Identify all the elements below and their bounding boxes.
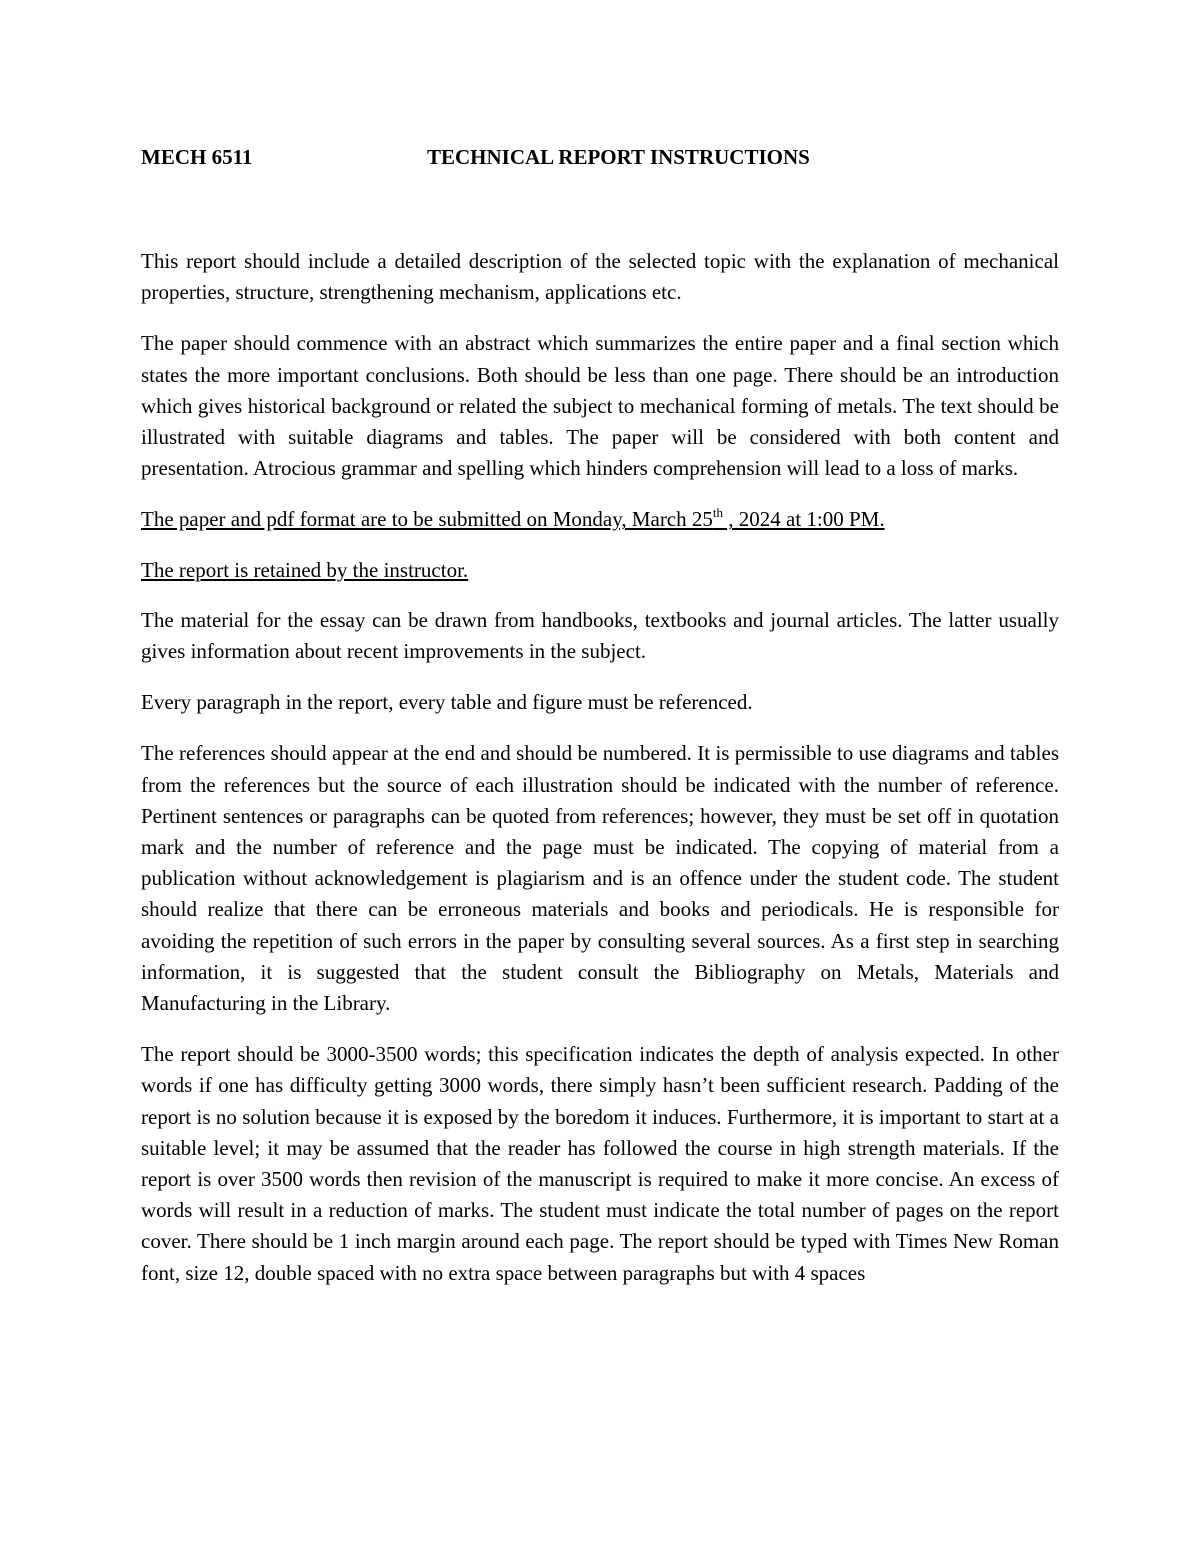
paragraph-retention-note: The report is retained by the instructor. — [141, 557, 469, 582]
paragraph-length-formatting: The report should be 3000-3500 words; this specification indicates the depth of analysis expected. In other words if one has difficulty getting 3000 words, there simply hasn’t been sufficient research. Padding of the report is no solution because it is exposed by the boredom it induces. Furthermore, it is important to start at a suitable level; it may be assumed that the reader has followed the course in high strength materials. If the report is over 3500 words then revision of the manuscript is required to make it more concise. An excess of words will result in a reduction of marks. The student must indicate the total number of pages on the report cover. There should be 1 inch margin around each page. The report should be typed with Times New Roman font, size 12, double spaced with no extra space between paragraphs but with 4 spaces — [141, 1042, 1059, 1285]
paragraph-source-material: The material for the essay can be drawn from handbooks, textbooks and journal articles. The latter usually gives information about recent improvements in the subject. — [141, 607, 1059, 664]
course-code: MECH 6511 — [141, 145, 253, 169]
paragraph-referencing-rule: Every paragraph in the report, every table and figure must be referenced. — [141, 690, 753, 715]
deadline-ordinal: th — [712, 505, 724, 521]
deadline-text: The paper and pdf format are to be submitted on Monday, March 25 — [141, 507, 713, 532]
paragraph-paper-structure: The paper should commence with an abstract which summarizes the entire paper and a final section which states the more important conclusions. Both should be less than one page. There should be an introduction which gives historical background or related the subject to mechanical forming of metals. The text should be illustrated with suitable diagrams and tables. The paper will be considered with both content and presentation. Atrocious grammar and spelling which hinders comprehension will lead to a loss of marks. — [141, 331, 1059, 481]
paragraph-report-scope: This report should include a detailed description of the selected topic with the explanation of mechanical properties, structure, strengthening mechanism, applications etc. — [141, 249, 1059, 305]
deadline-time: , 2024 at 1:00 PM. — [723, 507, 885, 532]
document-body — [141, 246, 1059, 1289]
paragraph-references-guidance: The references should appear at the end and should be numbered. It is permissible to use diagrams and tables from the references but the source of each illustration should be indicated with the number of reference. Pertinent sentences or paragraphs can be quoted from references; however, they must be set off in quotation mark and the number of reference and the page must be indicated. The copying of material from a publication without acknowledgement is plagiarism and is an offence under the student code. The student should realize that there can be erroneous materials and books and periodicals. He is responsible for avoiding the repetition of such errors in the paper by consulting several sources. As a first step in searching information, it is suggested that the student consult the Bibliography on Metals, Materials and Manufacturing in the Library. — [141, 741, 1059, 1016]
document-title: TECHNICAL REPORT INSTRUCTIONS — [427, 145, 810, 169]
paragraph-submission-deadline — [141, 504, 1059, 535]
